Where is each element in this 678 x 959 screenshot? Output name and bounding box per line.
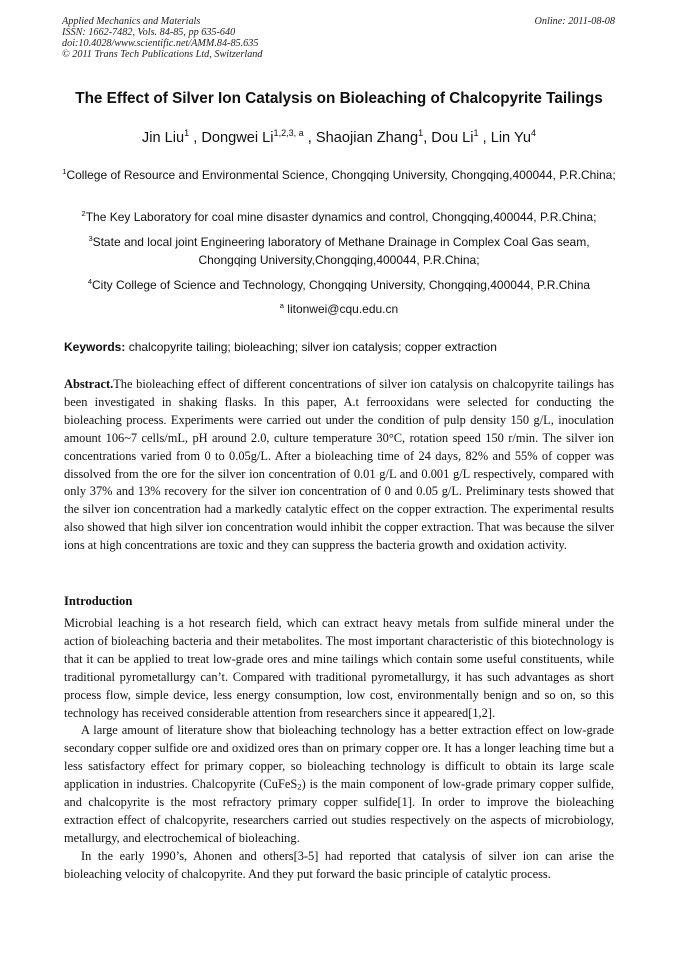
journal-header bbox=[62, 16, 615, 60]
keywords-label: Keywords: bbox=[64, 340, 126, 354]
author: Dongwei Li$^{1,2,3, a}$ , bbox=[201, 128, 316, 146]
journal-name: Applied Mechanics and Materials bbox=[62, 16, 201, 27]
affiliation-3: $^3$State and local joint Engineering laboratory of Methane Drainage in Complex Coal Gas seam, Chongqing University,Chongqing,400044, P.R.China; bbox=[88, 234, 590, 267]
paragraph-3: In the early 1990’s, Ahonen and others[3-5] had reported that catalysis of silver ion can arise the bioleaching velocity of chalcopyrite. And they put forward the basic principle of catalytic process. bbox=[64, 848, 614, 881]
author: Shaojian Zhang$^1$, bbox=[315, 128, 432, 146]
section-heading-introduction: Introduction bbox=[64, 594, 133, 608]
abstract-text: The bioleaching effect of different concentrations of silver ion catalysis on chalcopyrite tailings has been investigated in shaking flasks. In this paper, A.t ferrooxidans were selected for conducting the bioleaching process. Experiments were carried out under the condition of pulp density 150 g/L, inoculation amount 106~7 cells/mL, pH around 2.0, culture temperature 30°C, rotation speed 150 r/min. The silver ion concentrations varied from 0 to 0.05g/L. After a bioleaching time of 24 days, 82% and 55% of copper was dissolved from the ore for the silver ion concentration of 0.01 g/L and 0.001 g/L respectively, compared with only 37% and 13% recovery for the silver ion concentration of 0 and 0.05 g/L. Preliminary tests showed that the silver ion concentration had a markedly catalytic effect on the copper extraction. The experimental results also showed that high silver ion concentration would inhibit the copper extraction. That was because the silver ions at high concentrations are toxic and they can suppress the bacteria growth and oxidation activity. bbox=[64, 377, 614, 553]
affiliation-2: $^2$The Key Laboratory for coal mine disaster dynamics and control, Chongqing,400044, P.R.China; bbox=[81, 209, 597, 224]
abstract-label: Abstract. bbox=[64, 377, 114, 391]
affiliation-4: $^4$City College of Science and Technology, Chongqing University, Chongqing,400044, P.R.China bbox=[87, 277, 591, 292]
keywords bbox=[64, 340, 617, 354]
issn-line: ISSN: 1662-7482, Vols. 84-85, pp 635-640 bbox=[62, 27, 236, 38]
doi-line: doi:10.4028/www.scientific.net/AMM.84-85.635 bbox=[62, 38, 259, 49]
author: Dou Li$^1$ , bbox=[431, 128, 491, 146]
paper-title: The Effect of Silver Ion Catalysis on Bioleaching of Chalcopyrite Tailings bbox=[75, 90, 603, 107]
abstract bbox=[64, 376, 614, 555]
author: Jin Liu$^1$ , bbox=[141, 128, 202, 146]
online-date: Online: 2011-08-08 bbox=[534, 16, 615, 27]
author: Lin Yu$^4$ bbox=[490, 128, 537, 146]
copyright-line: © 2011 Trans Tech Publications Ltd, Switzerland bbox=[62, 49, 263, 60]
author-email: $^a$ litonwei@cqu.edu.cn bbox=[279, 301, 399, 316]
paragraph-1: Microbial leaching is a hot research field, which can extract heavy metals from sulfide mineral under the action of bioleaching bacteria and their metabolites. The most important characteristic of this biotechnology is that it can be applied to treat low-grade ores and mine tailings which contain some useful constituents, while traditional pyrometallurgy can’t. Compared with traditional pyrometallurgy, it has such advantages as short process flow, simple device, less energy consumption, low cost, environmentally benign and so on, so this technology has received considerable attention from researchers since it appeared[1,2]. bbox=[64, 616, 614, 720]
keywords-text: chalcopyrite tailing; bioleaching; silver ion catalysis; copper extraction bbox=[128, 340, 497, 354]
author-list bbox=[40, 130, 638, 146]
introduction-body bbox=[64, 615, 614, 884]
paragraph-2: A large amount of literature show that bioleaching technology has a better extraction effect on low-grade secondary copper sulfide ore and oxidized ores than on primary copper ore. It has a longer leaching time but a less satisfactory effect for primary copper, so bioleaching technology is difficult to obtain its large scale application in industries. Chalcopyrite (CuFeS$_2$) is the main component of low-grade primary copper sulfide, and chalcopyrite is the most refractory primary copper sulfide[1]. In order to improve the bioleaching extraction effect of chalcopyrite, researchers carried out studies respectively on the aspects of microbiology, metallurgy, and electrochemical of bioleaching. bbox=[64, 723, 614, 845]
affiliation-1: $^1$College of Resource and Environmental Science, Chongqing University, Chongqing,400044, P.R.China; bbox=[62, 167, 616, 182]
